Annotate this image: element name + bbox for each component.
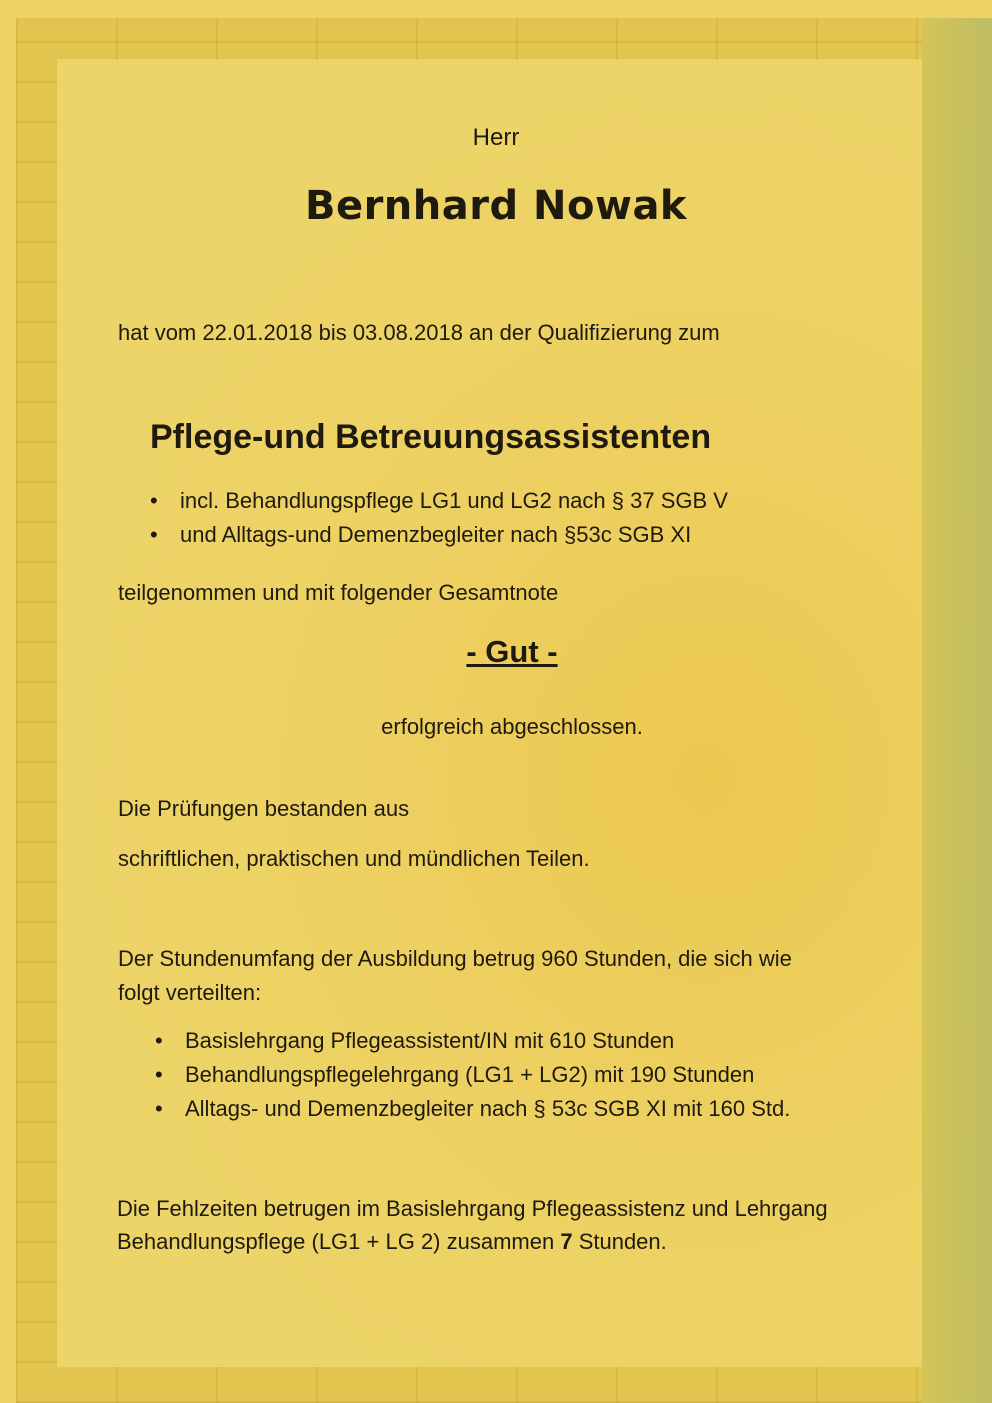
list-item: • incl. Behandlungspflege LG1 und LG2 nach § 37 SGB V [150, 484, 728, 518]
completed-text: erfolgreich abgeschlossen. [381, 714, 643, 739]
list-item: • Basislehrgang Pflegeassistent/IN mit 610 Stunden [155, 1024, 790, 1058]
intro-text: hat vom 22.01.2018 bis 03.08.2018 an der Qualifizierung zum [118, 320, 720, 345]
salutation: Herr [472, 124, 520, 151]
qualification-list [150, 484, 728, 552]
exams-text-2: schriftlichen, praktischen und mündlichen Teilen. [118, 846, 590, 871]
hours-list [155, 1024, 790, 1126]
absence-hours: 7 [560, 1229, 573, 1254]
grade-intro: teilgenommen und mit folgender Gesamtnote [118, 580, 559, 605]
absence-text: Die Fehlzeiten betrugen im Basislehrgang Pflegeassistenz und Lehrgang [117, 1196, 828, 1221]
absence-pre: Behandlungspflege (LG1 + LG 2) zusammen [117, 1229, 561, 1254]
hours-text-2: folgt verteilten: [118, 980, 262, 1005]
exams-text: Die Prüfungen bestanden aus [118, 796, 410, 821]
absence-text-2 [117, 1229, 667, 1255]
certificate-body [57, 59, 922, 1367]
list-item: • Behandlungspflegelehrgang (LG1 + LG2) mit 190 Stunden [155, 1058, 790, 1092]
hours-text: Der Stundenumfang der Ausbildung betrug 960 Stunden, die sich wie [118, 946, 792, 971]
list-item: • und Alltags-und Demenzbegleiter nach §53c SGB XI [150, 518, 728, 552]
grade: - Gut - [466, 634, 558, 669]
absence-post: Stunden. [572, 1229, 667, 1254]
qualification-title: Pflege-und Betreuungsassistenten [150, 418, 712, 456]
recipient-name: Bernhard Nowak [304, 183, 688, 229]
list-item: • Alltags- und Demenzbegleiter nach § 53c SGB XI mit 160 Std. [155, 1092, 790, 1126]
